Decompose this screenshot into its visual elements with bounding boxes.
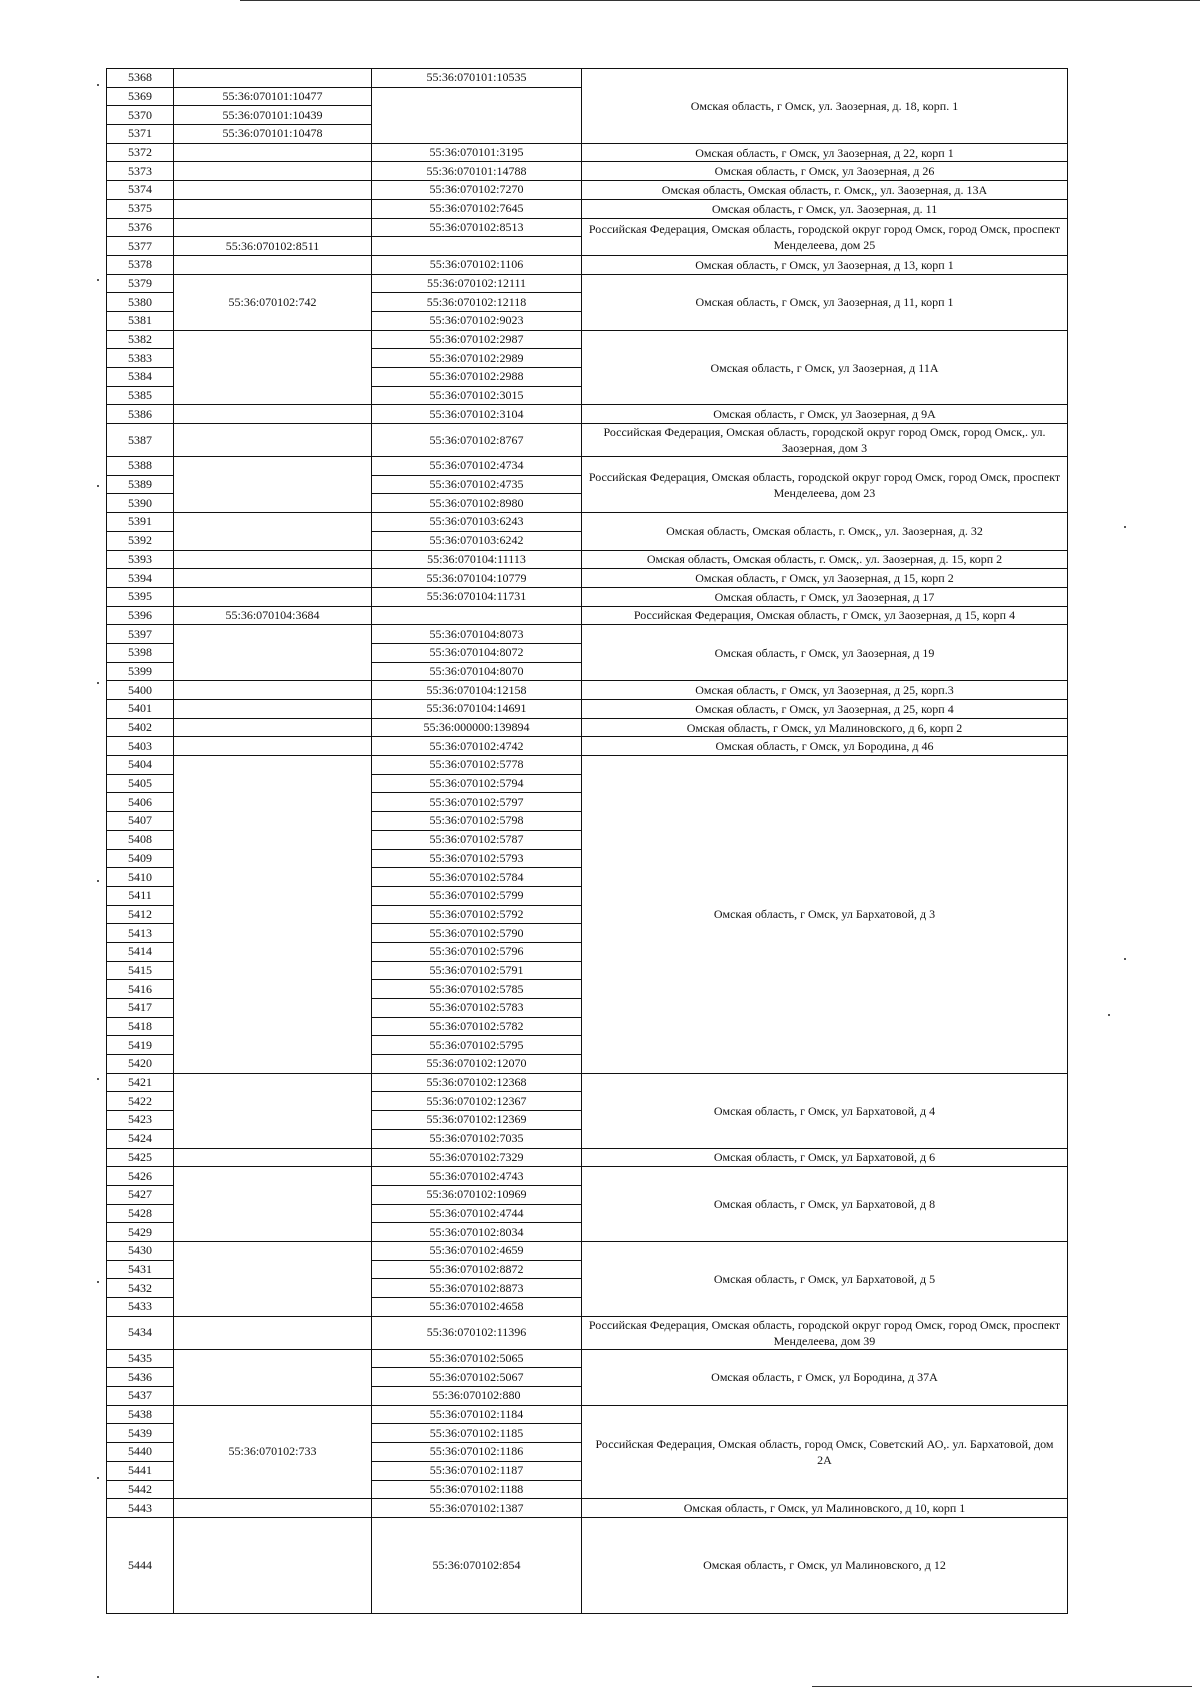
row-number: 5375 <box>107 199 174 218</box>
row-number: 5424 <box>107 1129 174 1148</box>
address: Российская Федерация, Омская область, городской округ город Омск, город Омск, проспект Менделеева, дом 23 <box>582 457 1068 513</box>
table-row <box>107 199 1068 218</box>
row-number: 5432 <box>107 1279 174 1298</box>
cadastral-number: 55:36:070102:880 <box>372 1387 582 1406</box>
cadastral-number: 55:36:070102:12070 <box>372 1055 582 1074</box>
cadastral-number: 55:36:070102:5794 <box>372 774 582 793</box>
parcel-cadastral-number <box>174 587 372 606</box>
parcel-cadastral-number <box>174 569 372 588</box>
table-row <box>107 274 1068 293</box>
cadastral-number: 55:36:070102:854 <box>372 1517 582 1613</box>
parcel-cadastral-number <box>174 330 372 405</box>
cadastral-number: 55:36:070102:12367 <box>372 1092 582 1111</box>
address: Омская область, г Омск, ул Малиновского, д 12 <box>582 1517 1068 1613</box>
cadastral-number: 55:36:070104:11113 <box>372 550 582 569</box>
row-number: 5394 <box>107 569 174 588</box>
scan-speck <box>97 84 99 86</box>
parcel-cadastral-number <box>174 1167 372 1242</box>
row-number: 5381 <box>107 311 174 330</box>
address: Омская область, г Омск, ул Заозерная, д 19 <box>582 625 1068 681</box>
row-number: 5414 <box>107 942 174 961</box>
table-row <box>107 162 1068 181</box>
row-number: 5422 <box>107 1092 174 1111</box>
cadastral-number: 55:36:070102:1187 <box>372 1461 582 1480</box>
parcel-cadastral-number: 55:36:070102:742 <box>174 274 372 330</box>
row-number: 5438 <box>107 1405 174 1424</box>
row-number: 5379 <box>107 274 174 293</box>
scan-speck <box>97 1477 99 1479</box>
address: Омская область, г Омск, ул Бородина, д 37А <box>582 1349 1068 1405</box>
address: Омская область, г Омск, ул Заозерная, д 26 <box>582 162 1068 181</box>
table-row <box>107 181 1068 200</box>
cadastral-number: 55:36:070102:3015 <box>372 386 582 405</box>
parcel-cadastral-number <box>174 69 372 88</box>
cadastral-number: 55:36:070102:5067 <box>372 1368 582 1387</box>
parcel-cadastral-number <box>174 1073 372 1148</box>
scan-speck <box>1124 526 1126 528</box>
row-number: 5428 <box>107 1204 174 1223</box>
address: Омская область, г Омск, ул Бархатовой, д 4 <box>582 1073 1068 1148</box>
cadastral-number: 55:36:070101:10535 <box>372 69 582 88</box>
cadastral-number: 55:36:070102:5785 <box>372 980 582 999</box>
scan-speck <box>97 485 99 487</box>
cadastral-number: 55:36:070104:12158 <box>372 681 582 700</box>
row-number: 5393 <box>107 550 174 569</box>
cadastral-number: 55:36:070102:5793 <box>372 849 582 868</box>
address: Российская Федерация, Омская область, городской округ город Омск, город Омск, проспект Менделеева, дом 25 <box>582 218 1068 255</box>
cadastral-number: 55:36:070102:2988 <box>372 368 582 387</box>
cadastral-number: 55:36:070102:8873 <box>372 1279 582 1298</box>
parcel-cadastral-number <box>174 199 372 218</box>
table-row <box>107 1499 1068 1518</box>
cadastral-number: 55:36:070102:7329 <box>372 1148 582 1167</box>
cadastral-number: 55:36:070102:9023 <box>372 311 582 330</box>
table-row <box>107 756 1068 775</box>
row-number: 5392 <box>107 531 174 550</box>
cadastral-number: 55:36:070102:5778 <box>372 756 582 775</box>
row-number: 5382 <box>107 330 174 349</box>
parcel-cadastral-number <box>174 255 372 274</box>
row-number: 5404 <box>107 756 174 775</box>
cadastral-number <box>372 606 582 625</box>
cadastral-number: 55:36:070102:7035 <box>372 1129 582 1148</box>
parcel-cadastral-number <box>174 1241 372 1316</box>
table-row <box>107 550 1068 569</box>
parcel-cadastral-number <box>174 143 372 162</box>
row-number: 5429 <box>107 1223 174 1242</box>
address: Российская Федерация, Омская область, городской округ город Омск, город Омск, проспект Менделеева, дом 39 <box>582 1316 1068 1349</box>
cadastral-number: 55:36:070103:6243 <box>372 513 582 532</box>
registry-body <box>107 69 1068 1614</box>
table-row <box>107 681 1068 700</box>
scan-edge-top <box>240 0 1200 1</box>
row-number: 5380 <box>107 293 174 312</box>
row-number: 5409 <box>107 849 174 868</box>
address: Российская Федерация, Омская область, город Омск, Советский АО,. ул. Бархатовой, дом 2А <box>582 1405 1068 1498</box>
parcel-cadastral-number <box>174 1316 372 1349</box>
table-row <box>107 255 1068 274</box>
cadastral-number: 55:36:070102:8034 <box>372 1223 582 1242</box>
row-number: 5426 <box>107 1167 174 1186</box>
parcel-cadastral-number <box>174 457 372 513</box>
table-row <box>107 700 1068 719</box>
cadastral-number: 55:36:070102:8980 <box>372 494 582 513</box>
cadastral-number: 55:36:070102:5799 <box>372 886 582 905</box>
cadastral-number: 55:36:070102:11396 <box>372 1316 582 1349</box>
row-number: 5431 <box>107 1260 174 1279</box>
parcel-cadastral-number <box>174 424 372 457</box>
scan-speck <box>1124 958 1126 960</box>
parcel-cadastral-number <box>174 625 372 681</box>
cadastral-number: 55:36:070102:5783 <box>372 999 582 1018</box>
address: Омская область, г Омск, ул. Заозерная, д. 18, корп. 1 <box>582 69 1068 144</box>
row-number: 5420 <box>107 1055 174 1074</box>
cadastral-number: 55:36:070102:4742 <box>372 737 582 756</box>
row-number: 5386 <box>107 405 174 424</box>
table-row <box>107 1349 1068 1368</box>
cadastral-number: 55:36:070104:10779 <box>372 569 582 588</box>
row-number: 5401 <box>107 700 174 719</box>
row-number: 5419 <box>107 1036 174 1055</box>
scan-speck <box>1108 1014 1110 1016</box>
row-number: 5377 <box>107 237 174 256</box>
parcel-cadastral-number <box>174 513 372 550</box>
row-number: 5388 <box>107 457 174 476</box>
address: Омская область, г Омск, ул Заозерная, д 25, корп.3 <box>582 681 1068 700</box>
row-number: 5390 <box>107 494 174 513</box>
row-number: 5405 <box>107 774 174 793</box>
property-registry-table <box>106 68 1068 1614</box>
cadastral-number: 55:36:070104:14691 <box>372 700 582 719</box>
parcel-cadastral-number <box>174 1349 372 1405</box>
scan-edge-bottom <box>812 1686 1192 1687</box>
row-number: 5421 <box>107 1073 174 1092</box>
row-number: 5423 <box>107 1111 174 1130</box>
cadastral-number: 55:36:070102:5795 <box>372 1036 582 1055</box>
cadastral-number: 55:36:070102:5798 <box>372 812 582 831</box>
cadastral-number: 55:36:070102:4659 <box>372 1241 582 1260</box>
cadastral-number: 55:36:070104:11731 <box>372 587 582 606</box>
row-number: 5369 <box>107 87 174 106</box>
address: Омская область, г Омск, ул Заозерная, д 22, корп 1 <box>582 143 1068 162</box>
cadastral-number: 55:36:070102:3104 <box>372 405 582 424</box>
cadastral-number: 55:36:070102:4734 <box>372 457 582 476</box>
parcel-cadastral-number <box>174 737 372 756</box>
parcel-cadastral-number <box>174 681 372 700</box>
scan-speck <box>97 682 99 684</box>
table-row <box>107 457 1068 476</box>
address: Омская область, г Омск, ул Бархатовой, д 6 <box>582 1148 1068 1167</box>
parcel-cadastral-number <box>174 181 372 200</box>
cadastral-number: 55:36:070102:8511 <box>174 237 372 256</box>
row-number: 5398 <box>107 643 174 662</box>
row-number: 5416 <box>107 980 174 999</box>
row-number: 5397 <box>107 625 174 644</box>
row-number: 5373 <box>107 162 174 181</box>
row-number: 5376 <box>107 218 174 237</box>
table-row <box>107 718 1068 737</box>
row-number: 5399 <box>107 662 174 681</box>
address: Омская область, г Омск, ул Малиновского, д 10, корп 1 <box>582 1499 1068 1518</box>
cadastral-number: 55:36:070101:10478 <box>174 125 372 144</box>
parcel-cadastral-number <box>174 550 372 569</box>
scan-speck <box>97 1281 99 1283</box>
row-number: 5430 <box>107 1241 174 1260</box>
table-row <box>107 330 1068 349</box>
row-number: 5413 <box>107 924 174 943</box>
address: Омская область, г Омск, ул Бородина, д 46 <box>582 737 1068 756</box>
cadastral-number: 55:36:070104:8070 <box>372 662 582 681</box>
address: Омская область, г Омск, ул Бархатовой, д 5 <box>582 1241 1068 1316</box>
cadastral-number: 55:36:070102:12369 <box>372 1111 582 1130</box>
cadastral-number: 55:36:070102:5790 <box>372 924 582 943</box>
cadastral-number: 55:36:070102:1387 <box>372 1499 582 1518</box>
address: Омская область, г Омск, ул Бархатовой, д 3 <box>582 756 1068 1074</box>
table-row <box>107 1241 1068 1260</box>
row-number: 5443 <box>107 1499 174 1518</box>
parcel-cadastral-number <box>174 1517 372 1613</box>
table-row <box>107 1316 1068 1349</box>
cadastral-number: 55:36:070102:1185 <box>372 1424 582 1443</box>
table-row <box>107 218 1068 237</box>
row-number: 5417 <box>107 999 174 1018</box>
row-number: 5389 <box>107 475 174 494</box>
row-number: 5444 <box>107 1517 174 1613</box>
cadastral-number: 55:36:070102:1184 <box>372 1405 582 1424</box>
cadastral-number: 55:36:070102:8872 <box>372 1260 582 1279</box>
cadastral-number: 55:36:070101:3195 <box>372 143 582 162</box>
cadastral-number: 55:36:070104:8073 <box>372 625 582 644</box>
address: Омская область, г Омск, ул Заозерная, д 17 <box>582 587 1068 606</box>
parcel-cadastral-number <box>174 1148 372 1167</box>
row-number: 5442 <box>107 1480 174 1499</box>
table-row <box>107 405 1068 424</box>
cadastral-number: 55:36:070102:1186 <box>372 1443 582 1462</box>
parcel-cadastral-number <box>174 756 372 1074</box>
cadastral-number: 55:36:070102:5796 <box>372 942 582 961</box>
table-row <box>107 424 1068 457</box>
row-number: 5410 <box>107 868 174 887</box>
table-row <box>107 1405 1068 1424</box>
address: Омская область, г Омск, ул Заозерная, д 15, корп 2 <box>582 569 1068 588</box>
cadastral-number: 55:36:070102:8513 <box>372 218 582 237</box>
parcel-cadastral-number <box>174 718 372 737</box>
address: Омская область, Омская область, г. Омск,, ул. Заозерная, д. 13А <box>582 181 1068 200</box>
row-number: 5407 <box>107 812 174 831</box>
address: Омская область, г Омск, ул Бархатовой, д 8 <box>582 1167 1068 1242</box>
row-number: 5387 <box>107 424 174 457</box>
parcel-cadastral-number <box>174 218 372 237</box>
row-number: 5437 <box>107 1387 174 1406</box>
row-number: 5441 <box>107 1461 174 1480</box>
row-number: 5418 <box>107 1017 174 1036</box>
table-row <box>107 1517 1068 1613</box>
cadastral-number: 55:36:070102:4744 <box>372 1204 582 1223</box>
row-number: 5427 <box>107 1185 174 1204</box>
cadastral-number: 55:36:070103:6242 <box>372 531 582 550</box>
table-row <box>107 625 1068 644</box>
cadastral-number: 55:36:070102:12368 <box>372 1073 582 1092</box>
table-row <box>107 513 1068 532</box>
cadastral-number: 55:36:070102:5782 <box>372 1017 582 1036</box>
address: Омская область, Омская область, г. Омск,, ул. Заозерная, д. 32 <box>582 513 1068 550</box>
row-number: 5440 <box>107 1443 174 1462</box>
table-row <box>107 587 1068 606</box>
address: Российская Федерация, Омская область, городской округ город Омск, город Омск,. ул. Заозерная, дом 3 <box>582 424 1068 457</box>
cadastral-number: 55:36:070102:8767 <box>372 424 582 457</box>
cadastral-number: 55:36:070101:14788 <box>372 162 582 181</box>
cadastral-number: 55:36:070102:4658 <box>372 1298 582 1317</box>
table-row <box>107 606 1068 625</box>
row-number: 5402 <box>107 718 174 737</box>
table-row <box>107 569 1068 588</box>
row-number: 5408 <box>107 830 174 849</box>
address: Омская область, Омская область, г. Омск,. ул. Заозерная, д. 15, корп 2 <box>582 550 1068 569</box>
row-number: 5436 <box>107 1368 174 1387</box>
cadastral-number: 55:36:070102:5791 <box>372 961 582 980</box>
row-number: 5415 <box>107 961 174 980</box>
parcel-cadastral-number: 55:36:070102:733 <box>174 1405 372 1498</box>
scan-speck <box>97 1078 99 1080</box>
cadastral-number: 55:36:070102:7645 <box>372 199 582 218</box>
cadastral-number: 55:36:070102:7270 <box>372 181 582 200</box>
cadastral-number: 55:36:070101:10439 <box>174 106 372 125</box>
address: Российская Федерация, Омская область, г Омск, ул Заозерная, д 15, корп 4 <box>582 606 1068 625</box>
cadastral-number: 55:36:070104:8072 <box>372 643 582 662</box>
row-number: 5385 <box>107 386 174 405</box>
row-number: 5391 <box>107 513 174 532</box>
cadastral-number: 55:36:070102:10969 <box>372 1185 582 1204</box>
cadastral-number: 55:36:070102:5792 <box>372 905 582 924</box>
scan-speck <box>97 880 99 882</box>
cadastral-number: 55:36:000000:139894 <box>372 718 582 737</box>
row-number: 5370 <box>107 106 174 125</box>
row-number: 5425 <box>107 1148 174 1167</box>
scan-speck <box>97 279 99 281</box>
table-row <box>107 1167 1068 1186</box>
cadastral-number: 55:36:070102:1106 <box>372 255 582 274</box>
cadastral-number: 55:36:070102:5787 <box>372 830 582 849</box>
address: Омская область, г Омск, ул. Заозерная, д. 11 <box>582 199 1068 218</box>
table-row <box>107 737 1068 756</box>
row-number: 5400 <box>107 681 174 700</box>
address: Омская область, г Омск, ул Малиновского, д 6, корп 2 <box>582 718 1068 737</box>
row-number: 5403 <box>107 737 174 756</box>
row-number: 5372 <box>107 143 174 162</box>
scan-speck <box>97 1676 99 1678</box>
cadastral-number: 55:36:070102:12118 <box>372 293 582 312</box>
row-number: 5435 <box>107 1349 174 1368</box>
row-number: 5412 <box>107 905 174 924</box>
table-row <box>107 1073 1068 1092</box>
table-row <box>107 143 1068 162</box>
row-number: 5406 <box>107 793 174 812</box>
row-number: 5371 <box>107 125 174 144</box>
row-number: 5395 <box>107 587 174 606</box>
row-number: 5368 <box>107 69 174 88</box>
cadastral-number: 55:36:070102:4735 <box>372 475 582 494</box>
cadastral-number: 55:36:070102:2987 <box>372 330 582 349</box>
cadastral-number: 55:36:070102:4743 <box>372 1167 582 1186</box>
parcel-cadastral-number <box>174 405 372 424</box>
address: Омская область, г Омск, ул Заозерная, д 13, корп 1 <box>582 255 1068 274</box>
cadastral-number: 55:36:070102:2989 <box>372 349 582 368</box>
parcel-cadastral-number <box>174 700 372 719</box>
row-number: 5396 <box>107 606 174 625</box>
row-number: 5384 <box>107 368 174 387</box>
row-number: 5433 <box>107 1298 174 1317</box>
cadastral-number: 55:36:070102:5797 <box>372 793 582 812</box>
cadastral-number: 55:36:070102:5784 <box>372 868 582 887</box>
cadastral-number: 55:36:070101:10477 <box>174 87 372 106</box>
cadastral-number: 55:36:070102:1188 <box>372 1480 582 1499</box>
parcel-cadastral-number: 55:36:070104:3684 <box>174 606 372 625</box>
row-number: 5439 <box>107 1424 174 1443</box>
table-row <box>107 69 1068 88</box>
parcel-cadastral-number <box>174 162 372 181</box>
row-number: 5383 <box>107 349 174 368</box>
row-number: 5434 <box>107 1316 174 1349</box>
row-number: 5378 <box>107 255 174 274</box>
address: Омская область, г Омск, ул Заозерная, д 9А <box>582 405 1068 424</box>
table-row <box>107 1148 1068 1167</box>
parcel-cadastral-number <box>174 1499 372 1518</box>
cadastral-number: 55:36:070102:12111 <box>372 274 582 293</box>
cadastral-number: 55:36:070102:5065 <box>372 1349 582 1368</box>
address: Омская область, г Омск, ул Заозерная, д 11А <box>582 330 1068 405</box>
row-number: 5374 <box>107 181 174 200</box>
address: Омская область, г Омск, ул Заозерная, д 25, корп 4 <box>582 700 1068 719</box>
row-number: 5411 <box>107 886 174 905</box>
address: Омская область, г Омск, ул Заозерная, д 11, корп 1 <box>582 274 1068 330</box>
